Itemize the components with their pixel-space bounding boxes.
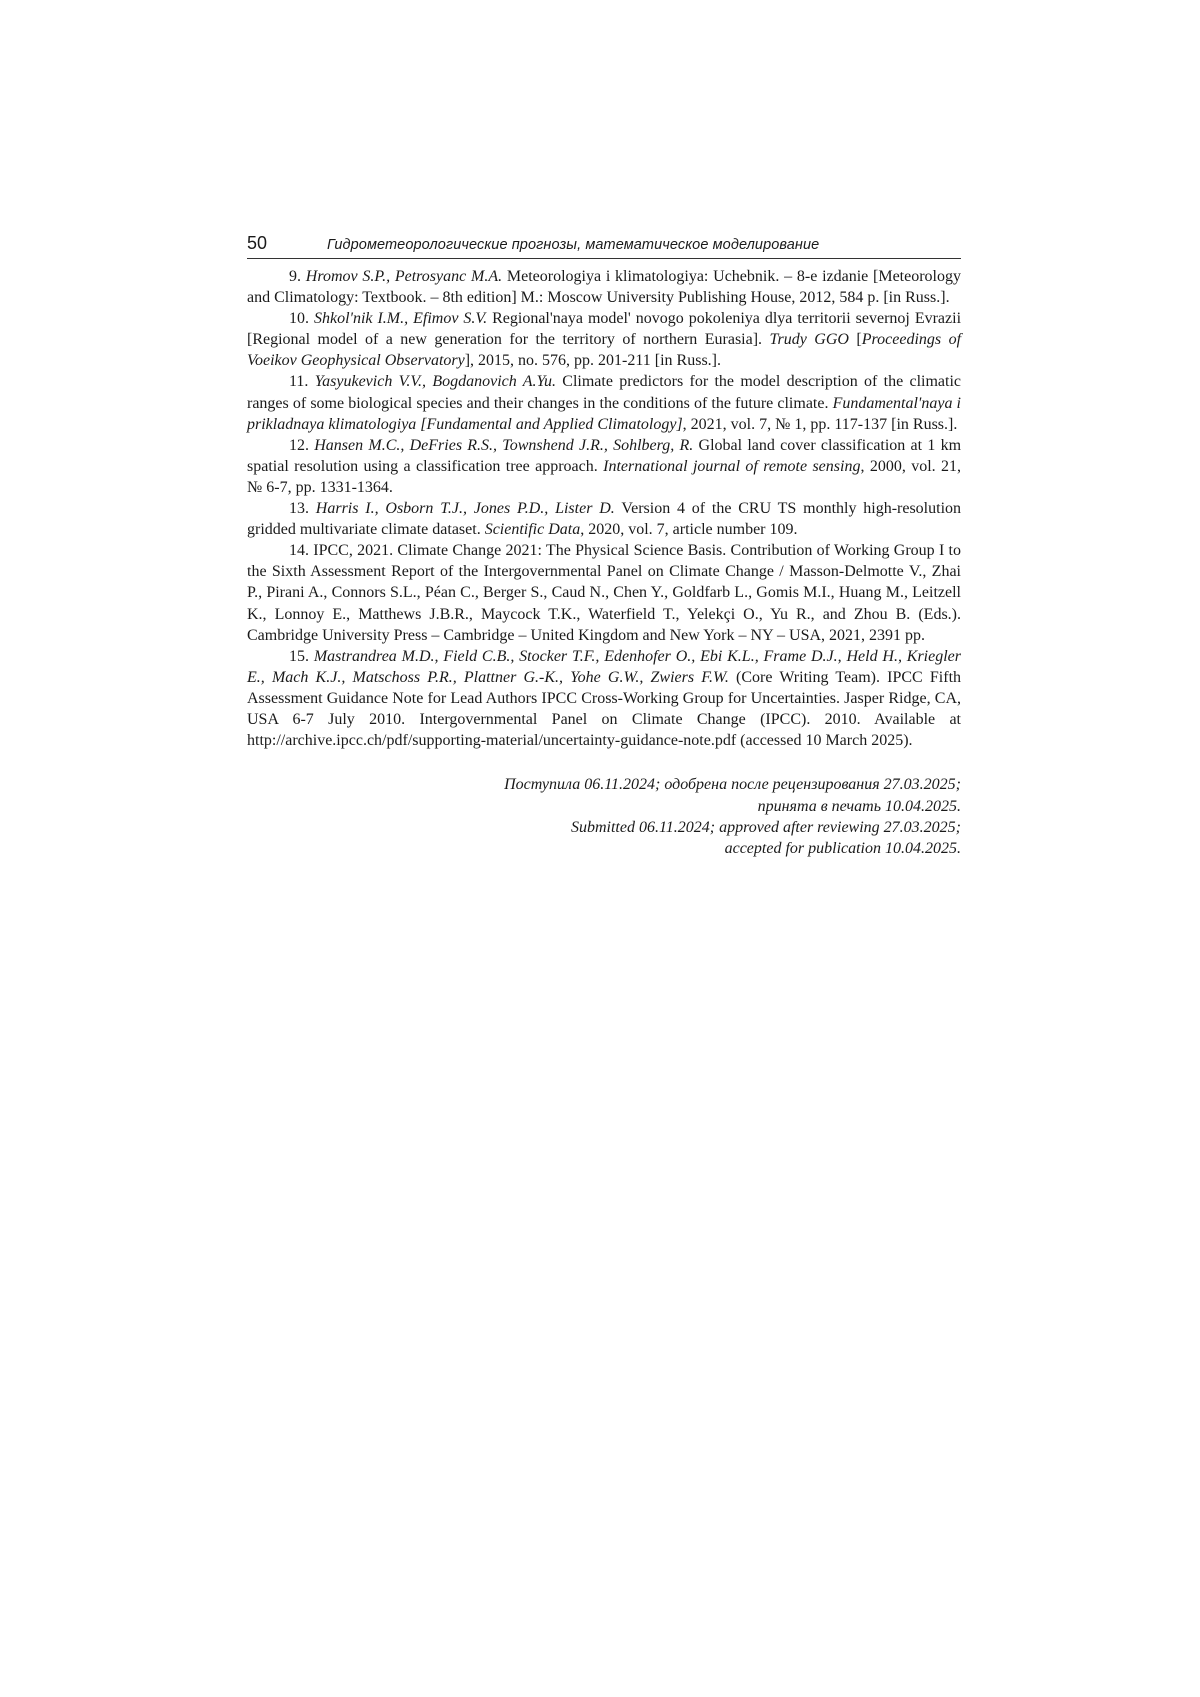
reference-text: , 2000, vol. 21, № 6-7, pp. 1331-1364. xyxy=(247,457,961,496)
reference-number: 15. xyxy=(289,647,309,665)
reference-number: 12. xyxy=(289,436,309,454)
reference-14 xyxy=(247,540,961,645)
reference-authors: Harris I., Osborn T.J., Jones P.D., Lister D. xyxy=(315,500,615,518)
reference-number: 9. xyxy=(289,268,301,285)
reference-authors: Hromov S.P., Petrosyanc M.A. xyxy=(305,268,503,285)
submission-en-line-2: accepted for publication 10.04.2025. xyxy=(724,840,961,858)
reference-text: Climate predictors for the model description of the climatic ranges of some biological species and their changes in the conditions of the future climate. xyxy=(247,373,962,412)
reference-list xyxy=(247,266,961,751)
reference-10 xyxy=(247,308,961,371)
reference-source: Proceedings of Voeikov Geophysical Observatory xyxy=(247,331,962,370)
reference-text: Global land cover classification at 1 km spatial resolution using a classification tree approach. xyxy=(247,436,962,475)
reference-text: , 2021, vol. 7, № 1, pp. 117-137 [in Russ.]. xyxy=(682,415,958,433)
submission-ru-line-2: принята в печать 10.04.2025. xyxy=(757,797,961,815)
page-content xyxy=(247,233,961,860)
reference-authors: Shkol'nik I.M., Efimov S.V. xyxy=(313,310,488,328)
submission-ru-line-1: Поступила 06.11.2024; одобрена после рецензирования 27.03.2025; xyxy=(504,776,961,794)
reference-13 xyxy=(247,498,961,540)
reference-number: 11. xyxy=(289,373,309,391)
reference-text: Version 4 of the CRU TS monthly high-resolution gridded multivariate climate dataset. xyxy=(247,500,962,539)
reference-authors: Mastrandrea M.D., Field C.B., Stocker T.F., Edenhofer O., Ebi K.L., Frame D.J., Held H., Kriegler E., Mach K.J., Matschoss P.R., Plattner G.-K., Yohe G.W., Zwiers F.W. xyxy=(247,647,961,686)
reference-15 xyxy=(247,646,961,751)
reference-text: Meteorologiya i klimatologiya: Uchebnik. – 8-e izdanie [Meteorology and Climatology: Textbook. – 8th edition] M.: Moscow University Publishing House, 2012, 584 p. [in Russ.]. xyxy=(247,268,961,307)
reference-text: ], 2015, no. 576, pp. 201-211 [in Russ.]. xyxy=(464,352,722,370)
reference-9 xyxy=(247,266,961,308)
reference-number: 13. xyxy=(289,500,309,518)
submission-en-line-1: Submitted 06.11.2024; approved after reviewing 27.03.2025; xyxy=(570,818,961,836)
reference-source: Fundamental'naya i prikladnaya klimatologiya [Fundamental and Applied Climatology] xyxy=(247,394,961,433)
reference-11 xyxy=(247,371,961,434)
reference-number: 14. xyxy=(289,542,309,560)
reference-authors: Hansen M.C., DeFries R.S., Townshend J.R., Sohlberg, R. xyxy=(314,436,694,454)
journal-title: Гидрометеорологические прогнозы, математическое моделирование xyxy=(327,237,820,253)
reference-source: Trudy GGO xyxy=(769,331,849,349)
reference-12 xyxy=(247,435,961,498)
reference-text: IPCC, 2021. Climate Change 2021: The Physical Science Basis. Contribution of Working Group I to the Sixth Assessment Report of the Intergovernmental Panel on Climate Change / Masson-Delmotte V., Zhai P., Pirani A., Connors S.L., Péan C., Berger S., Caud N., Chen Y., Goldfarb L., Gomis M.I., Huang M., Leitzell K., Lonnoy E., Matthews J.B.R., Maycock T.K., Waterfield T., Yelekçi O., Yu R., and Zhou B. (Eds.). Cambridge University Press – Cambridge – United Kingdom and New York – NY – USA, 2021, 2391 pp. xyxy=(247,542,962,644)
running-header xyxy=(247,233,961,259)
reference-source: Scientific Data xyxy=(484,521,581,539)
reference-text: [ xyxy=(856,331,862,349)
submission-dates xyxy=(247,774,961,860)
reference-authors: Yasyukevich V.V., Bogdanovich A.Yu. xyxy=(314,373,556,391)
reference-text: Regional'naya model' novogo pokoleniya dlya territorii severnoj Evrazii [Regional model of a new generation for the territory of northern Eurasia]. xyxy=(247,310,962,349)
reference-text: , 2020, vol. 7, article number 109. xyxy=(580,521,798,539)
reference-text: (Core Writing Team). IPCC Fifth Assessment Guidance Note for Lead Authors IPCC Cross-Working Group for Uncertainties. Jasper Ridge, CA, USA 6-7 July 2010. Intergovernmental Panel on Climate Change (IPCC). 2010. Available at http://archive.ipcc.ch/pdf/supporting-material/uncertainty-guidance-note.pdf (accessed 10 March 2025). xyxy=(247,668,962,750)
reference-number: 10. xyxy=(289,310,309,328)
page-number: 50 xyxy=(247,233,268,253)
reference-source: International journal of remote sensing xyxy=(603,457,861,475)
